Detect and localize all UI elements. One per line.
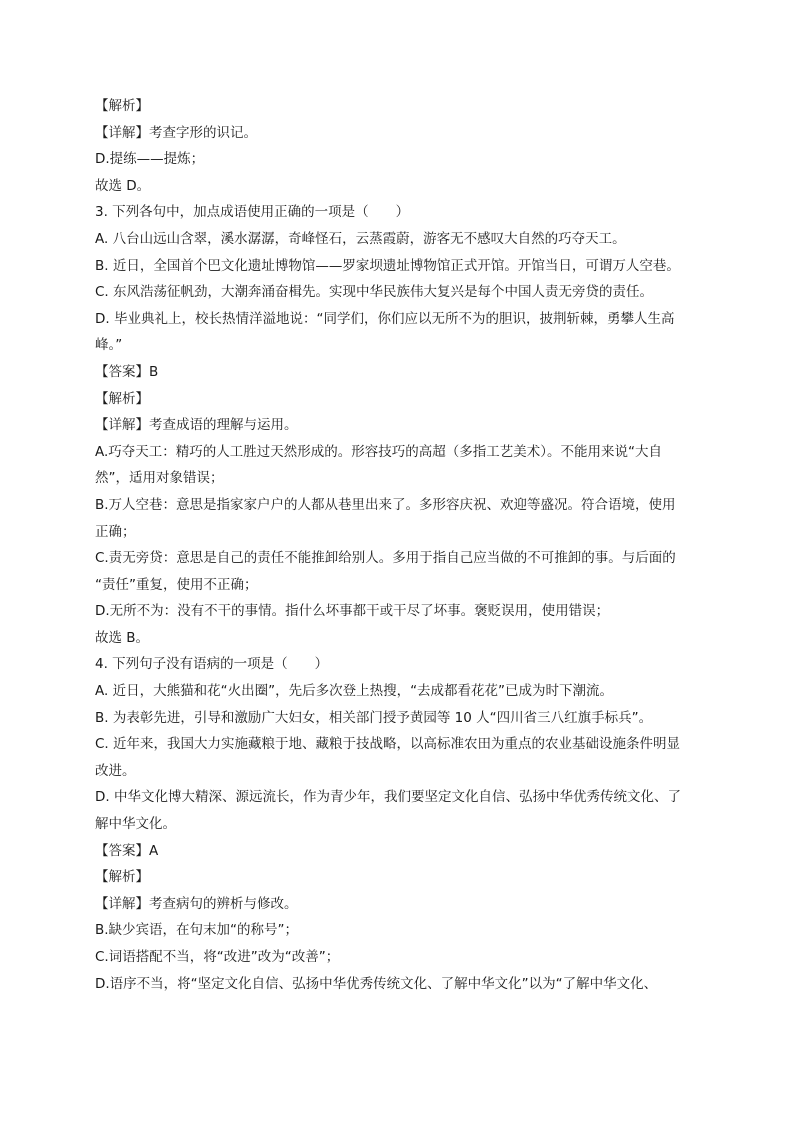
- explanation-line: A.巧夺天工：精巧的人工胜过天然形成的。形容技巧的高超（多指工艺美术）。不能用来说“大自: [95, 443, 663, 460]
- question-stem-3: 3. 下列各句中，加点成语使用正确的一项是（ ）: [95, 204, 410, 221]
- explanation-line: B.万人空巷：意思是指家家户户的人都从巷里出来了。多形容庆祝、欢迎等盛况。符合语境，使用: [95, 496, 676, 513]
- choice-conclusion: 故选 D。: [95, 177, 151, 194]
- explanation-line: D.无所不为：没有不干的事情。指什么坏事都干或干尽了坏事。褒贬误用，使用错误；: [95, 603, 610, 620]
- explanation-line: 【详解】考查字形的识记。: [95, 124, 257, 141]
- answer-label: 【答案】B: [95, 363, 159, 380]
- option-d-continued: 峰。”: [95, 337, 123, 354]
- explanation-line: “责任”重复，使用不正确；: [95, 576, 258, 593]
- section-label-analysis: 【解析】: [95, 390, 149, 407]
- option-c: C. 近年来，我国大力实施藏粮于地、藏粮于技战略，以高标准农田为重点的农业基础设施条件明显: [95, 736, 681, 753]
- section-label-analysis: 【解析】: [95, 869, 149, 886]
- option-d: D. 毕业典礼上，校长热情洋溢地说：“同学们，你们应以无所不为的胆识，披荆斩棘，勇攀人生高: [95, 310, 675, 327]
- explanation-line: 【详解】考查病句的辨析与修改。: [95, 895, 298, 912]
- option-b: B. 近日，全国首个巴文化遗址博物馆——罗家坝遗址博物馆正式开馆。开馆当日，可谓万人空巷。: [95, 257, 680, 274]
- option-d-continued: 解中华文化。: [95, 816, 176, 833]
- answer-label: 【答案】A: [95, 842, 159, 859]
- explanation-line: D.语序不当，将“坚定文化自信、弘扬中华优秀传统文化、了解中华文化”以为“了解中华文化、: [95, 975, 658, 992]
- option-a: A. 近日，大熊猫和花“火出圈”，先后多次登上热搜，“去成都看花花”已成为时下潮流。: [95, 683, 614, 700]
- question-stem-4: 4. 下列句子没有语病的一项是（ ）: [95, 656, 329, 673]
- explanation-line: C.词语搭配不当，将“改进”改为“改善”；: [95, 949, 340, 965]
- choice-conclusion: 故选 B。: [95, 629, 150, 646]
- explanation-line: C.责无旁贷：意思是自己的责任不能推卸给别人。多用于指自己应当做的不可推卸的事。与后面的: [95, 550, 676, 567]
- option-c: C. 东风浩荡征帆劲，大潮奔涌奋楫先。实现中华民族伟大复兴是每个中国人责无旁贷的责任。: [95, 284, 654, 301]
- explanation-line: B.缺少宾语，在句末加“的称号”；: [95, 922, 299, 939]
- explanation-line: 正确；: [95, 523, 136, 540]
- option-c-continued: 改进。: [95, 762, 136, 779]
- explanation-line: 【详解】考查成语的理解与运用。: [95, 417, 298, 434]
- option-b: B. 为表彰先进，引导和激励广大妇女，相关部门授予黄园等 10 人“四川省三八红旗手标兵”。: [95, 709, 653, 726]
- explanation-line: D.提练——提炼；: [95, 151, 205, 168]
- explanation-line: 然”，适用对象错误；: [95, 470, 224, 487]
- option-a: A. 八台山远山含翠，溪水潺潺，奇峰怪石，云蒸霞蔚，游客无不感叹大自然的巧夺天工。: [95, 230, 626, 247]
- section-label-analysis: 【解析】: [95, 98, 149, 114]
- option-d: D. 中华文化博大精深、源远流长，作为青少年，我们要坚定文化自信、弘扬中华优秀传统文化、了: [95, 789, 681, 806]
- document-body: [95, 93, 705, 997]
